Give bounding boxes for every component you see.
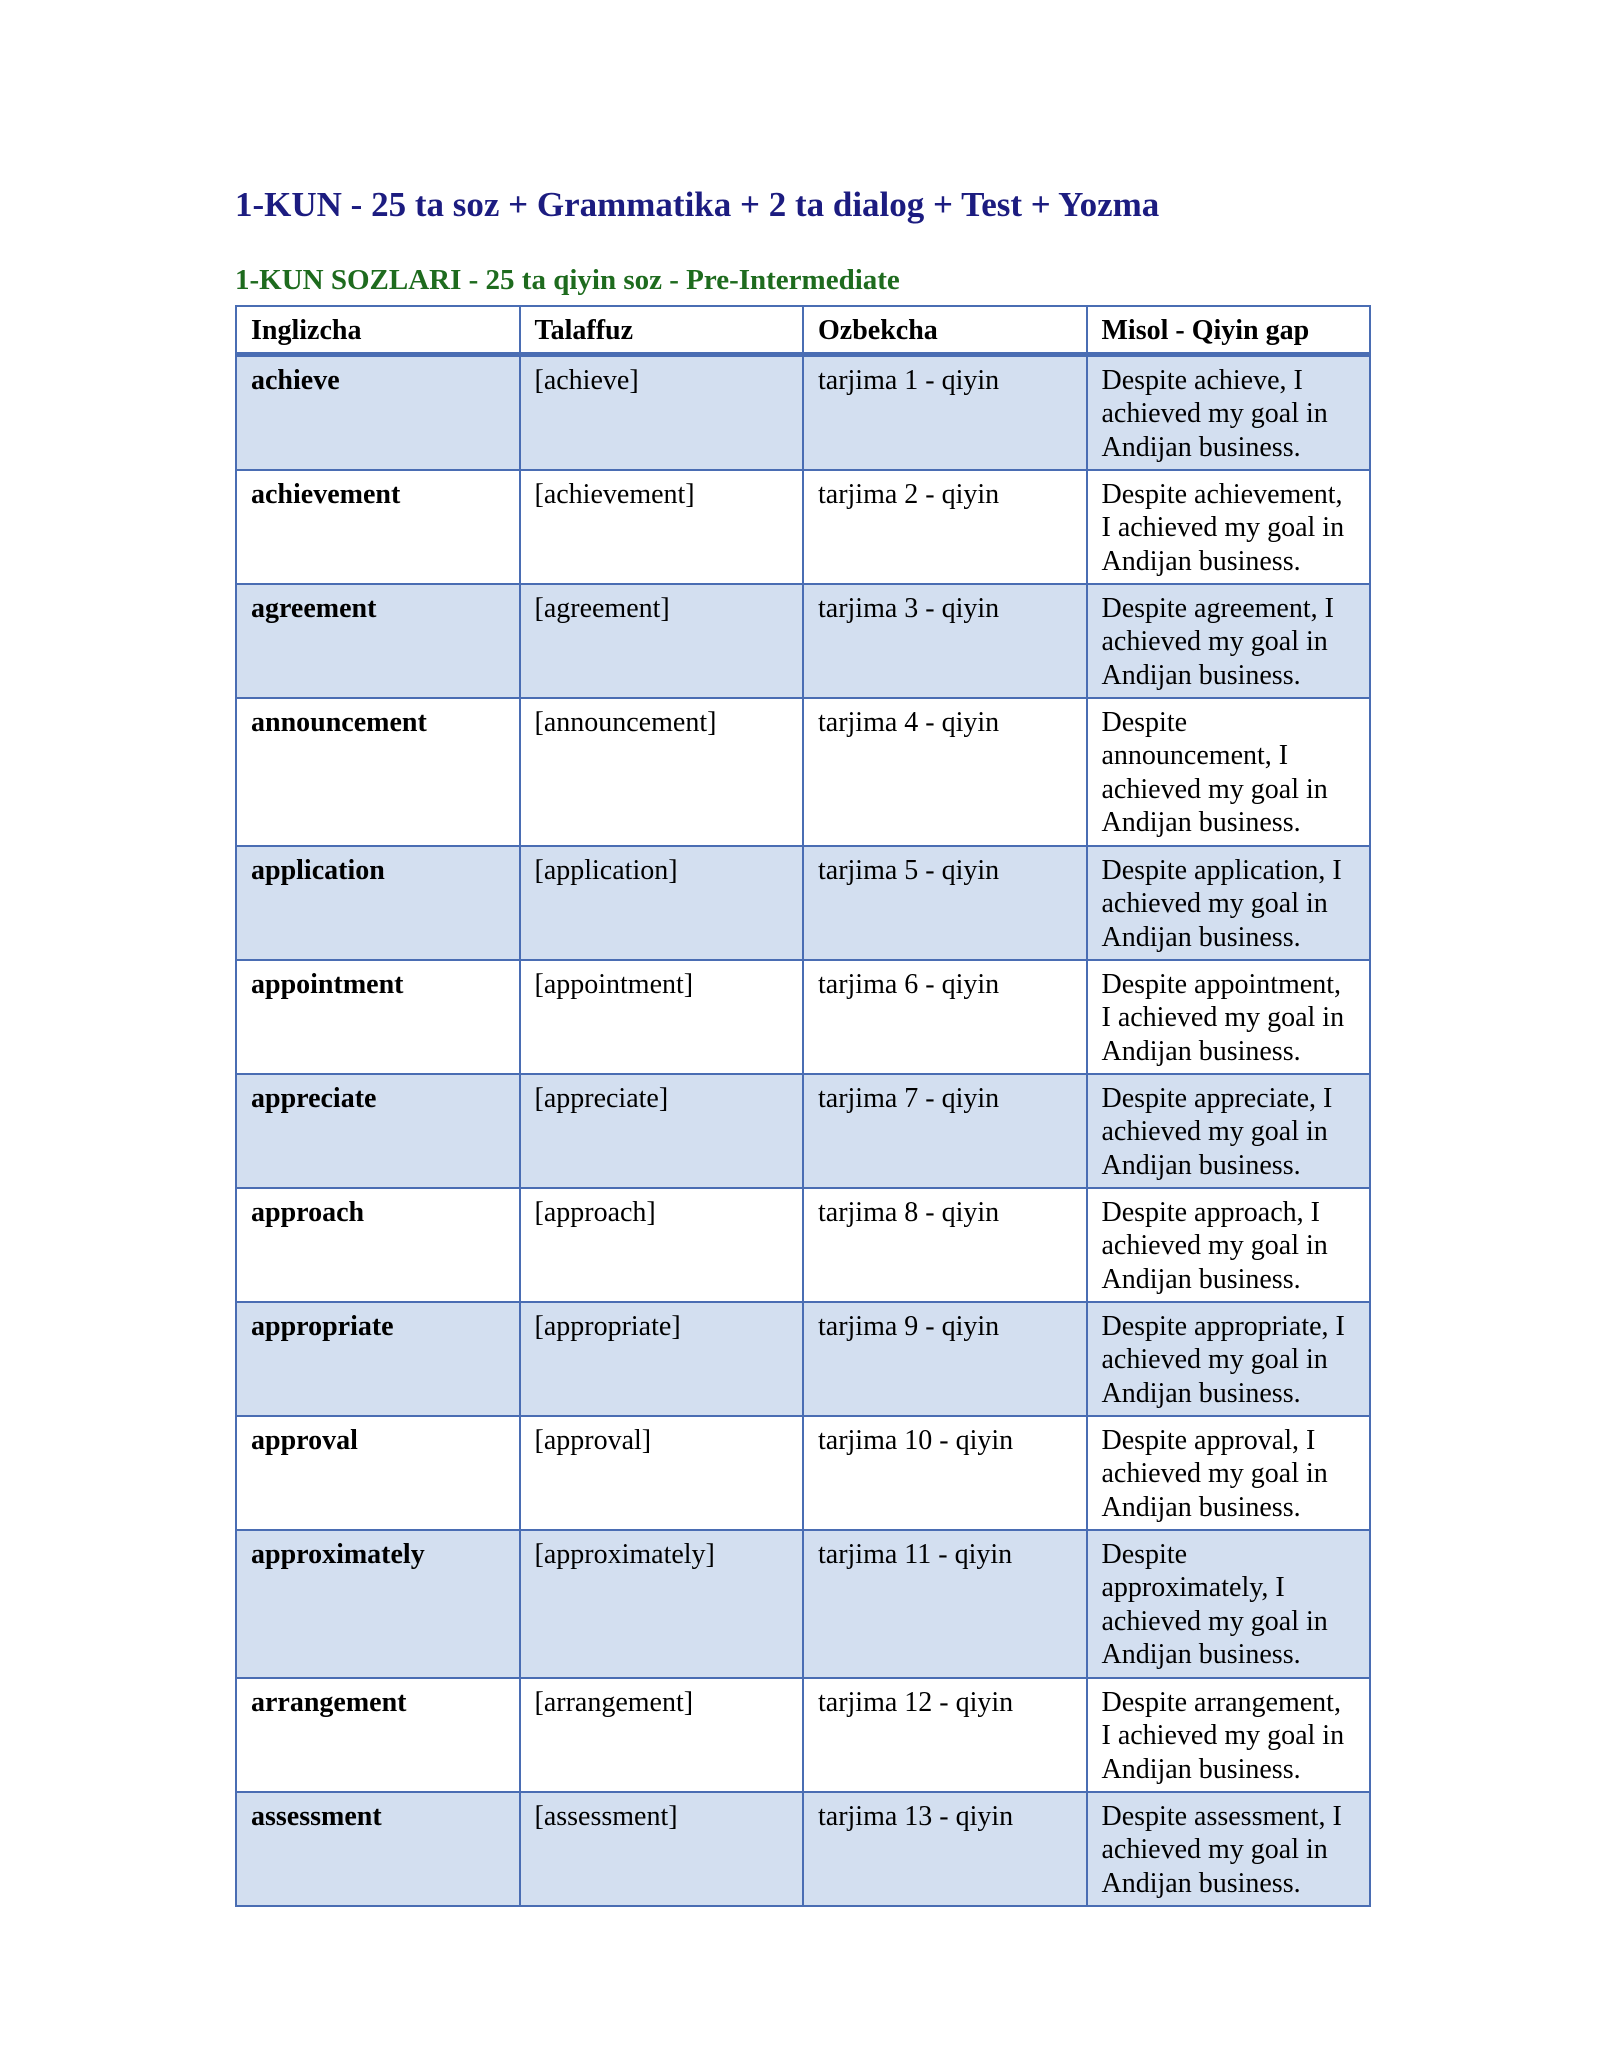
table-row xyxy=(236,960,1370,1074)
pronunciation-cell: [announcement] xyxy=(520,698,804,846)
example-cell: Despite appointment, I achieved my goal in Andijan business. xyxy=(1087,960,1371,1074)
word-cell: arrangement xyxy=(236,1678,520,1792)
table-row xyxy=(236,1530,1370,1678)
pronunciation-cell: [arrangement] xyxy=(520,1678,804,1792)
example-cell: Despite arrangement, I achieved my goal in Andijan business. xyxy=(1087,1678,1371,1792)
vocabulary-table xyxy=(235,305,1371,1907)
table-row xyxy=(236,354,1370,470)
translation-cell: tarjima 6 - qiyin xyxy=(803,960,1087,1074)
word-cell: assessment xyxy=(236,1792,520,1906)
word-cell: appropriate xyxy=(236,1302,520,1416)
word-cell: agreement xyxy=(236,584,520,698)
translation-cell: tarjima 11 - qiyin xyxy=(803,1530,1087,1678)
pronunciation-cell: [agreement] xyxy=(520,584,804,698)
pronunciation-cell: [application] xyxy=(520,846,804,960)
table-row xyxy=(236,1678,1370,1792)
translation-cell: tarjima 12 - qiyin xyxy=(803,1678,1087,1792)
table-row xyxy=(236,698,1370,846)
word-cell: approximately xyxy=(236,1530,520,1678)
example-cell: Despite approximately, I achieved my goal in Andijan business. xyxy=(1087,1530,1371,1678)
section-title: 1-KUN SOZLARI - 25 ta qiyin soz - Pre-Intermediate xyxy=(235,264,900,296)
example-cell: Despite assessment, I achieved my goal in Andijan business. xyxy=(1087,1792,1371,1906)
example-cell: Despite appropriate, I achieved my goal in Andijan business. xyxy=(1087,1302,1371,1416)
table-row xyxy=(236,1792,1370,1906)
word-cell: achieve xyxy=(236,354,520,470)
word-cell: achievement xyxy=(236,470,520,584)
translation-cell: tarjima 9 - qiyin xyxy=(803,1302,1087,1416)
translation-cell: tarjima 2 - qiyin xyxy=(803,470,1087,584)
translation-cell: tarjima 8 - qiyin xyxy=(803,1188,1087,1302)
table-row xyxy=(236,846,1370,960)
word-cell: announcement xyxy=(236,698,520,846)
header-uzbek: Ozbekcha xyxy=(803,306,1087,354)
table-header-row xyxy=(236,306,1370,354)
translation-cell: tarjima 1 - qiyin xyxy=(803,354,1087,470)
example-cell: Despite announcement, I achieved my goal in Andijan business. xyxy=(1087,698,1371,846)
pronunciation-cell: [appropriate] xyxy=(520,1302,804,1416)
example-cell: Despite achieve, I achieved my goal in Andijan business. xyxy=(1087,354,1371,470)
header-example: Misol - Qiyin gap xyxy=(1087,306,1371,354)
word-cell: approval xyxy=(236,1416,520,1530)
table-row xyxy=(236,584,1370,698)
translation-cell: tarjima 3 - qiyin xyxy=(803,584,1087,698)
word-cell: approach xyxy=(236,1188,520,1302)
pronunciation-cell: [approach] xyxy=(520,1188,804,1302)
translation-cell: tarjima 13 - qiyin xyxy=(803,1792,1087,1906)
example-cell: Despite approval, I achieved my goal in Andijan business. xyxy=(1087,1416,1371,1530)
table-row xyxy=(236,1416,1370,1530)
translation-cell: tarjima 10 - qiyin xyxy=(803,1416,1087,1530)
pronunciation-cell: [appointment] xyxy=(520,960,804,1074)
word-cell: appreciate xyxy=(236,1074,520,1188)
example-cell: Despite appreciate, I achieved my goal in Andijan business. xyxy=(1087,1074,1371,1188)
example-cell: Despite agreement, I achieved my goal in Andijan business. xyxy=(1087,584,1371,698)
pronunciation-cell: [achievement] xyxy=(520,470,804,584)
table-row xyxy=(236,1302,1370,1416)
translation-cell: tarjima 4 - qiyin xyxy=(803,698,1087,846)
translation-cell: tarjima 7 - qiyin xyxy=(803,1074,1087,1188)
pronunciation-cell: [approximately] xyxy=(520,1530,804,1678)
table-row xyxy=(236,470,1370,584)
header-english: Inglizcha xyxy=(236,306,520,354)
word-cell: application xyxy=(236,846,520,960)
pronunciation-cell: [assessment] xyxy=(520,1792,804,1906)
pronunciation-cell: [appreciate] xyxy=(520,1074,804,1188)
translation-cell: tarjima 5 - qiyin xyxy=(803,846,1087,960)
table-row xyxy=(236,1188,1370,1302)
table-row xyxy=(236,1074,1370,1188)
page-title: 1-KUN - 25 ta soz + Grammatika + 2 ta dialog + Test + Yozma xyxy=(235,185,1160,224)
header-pronunciation: Talaffuz xyxy=(520,306,804,354)
example-cell: Despite application, I achieved my goal in Andijan business. xyxy=(1087,846,1371,960)
pronunciation-cell: [achieve] xyxy=(520,354,804,470)
example-cell: Despite approach, I achieved my goal in Andijan business. xyxy=(1087,1188,1371,1302)
word-cell: appointment xyxy=(236,960,520,1074)
pronunciation-cell: [approval] xyxy=(520,1416,804,1530)
example-cell: Despite achievement, I achieved my goal in Andijan business. xyxy=(1087,470,1371,584)
